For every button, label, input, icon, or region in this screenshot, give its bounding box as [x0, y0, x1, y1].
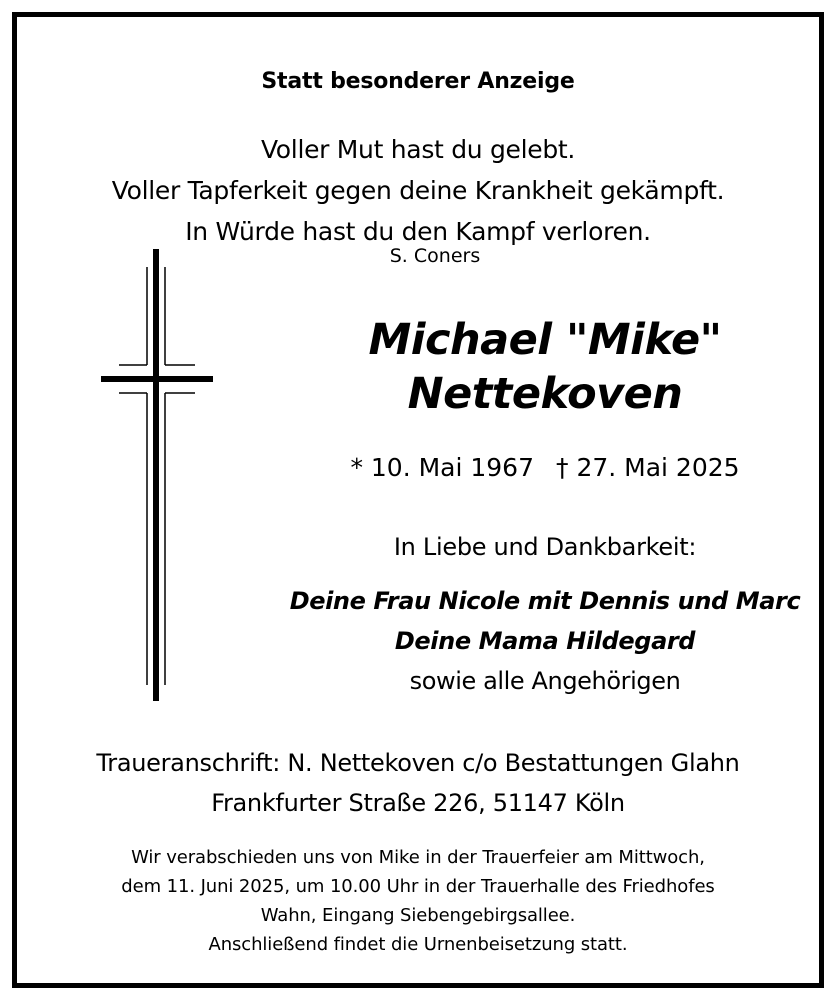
mourner-line: Deine Mama Hildegard — [394, 627, 696, 655]
mourning-address — [17, 743, 819, 823]
obituary-frame — [12, 12, 824, 988]
death-date: † 27. Mai 2025 — [556, 453, 740, 482]
poem-line: Voller Tapferkeit gegen deine Krankheit gekämpft. — [111, 176, 725, 205]
mourner-line: Deine Frau Nicole mit Dennis und Marc — [289, 587, 801, 615]
ceremony-line: Wir verabschieden uns von Mike in der Trauerfeier am Mittwoch, — [131, 847, 705, 868]
poem — [17, 129, 819, 252]
cross-icon — [101, 249, 221, 701]
poem-author: S. Coners — [389, 245, 481, 267]
mourners-intro: In Liebe und Dankbarkeit: — [393, 533, 697, 561]
address-line: Traueranschrift: N. Nettekoven c/o Bestattungen Glahn — [96, 749, 740, 777]
poem-line: Voller Mut hast du gelebt. — [260, 135, 576, 164]
name-line: Nettekoven — [407, 369, 683, 419]
deceased-name — [287, 313, 803, 421]
mourners-list — [272, 581, 818, 701]
ceremony-line: Anschließend findet die Urnenbeisetzung statt. — [208, 934, 628, 955]
poem-line: In Würde hast du den Kampf verloren. — [185, 217, 651, 246]
name-line: Michael "Mike" — [368, 315, 722, 365]
birth-date: * 10. Mai 1967 — [350, 453, 534, 482]
ceremony-line: dem 11. Juni 2025, um 10.00 Uhr in der Trauerhalle des Friedhofes — [121, 876, 715, 897]
mourner-line: sowie alle Angehörigen — [409, 667, 681, 695]
life-dates — [287, 453, 803, 482]
ceremony-info — [17, 843, 819, 959]
notice-header: Statt besonderer Anzeige — [261, 69, 575, 94]
address-line: Frankfurter Straße 226, 51147 Köln — [211, 789, 625, 817]
ceremony-line: Wahn, Eingang Siebengebirgsallee. — [260, 905, 576, 926]
